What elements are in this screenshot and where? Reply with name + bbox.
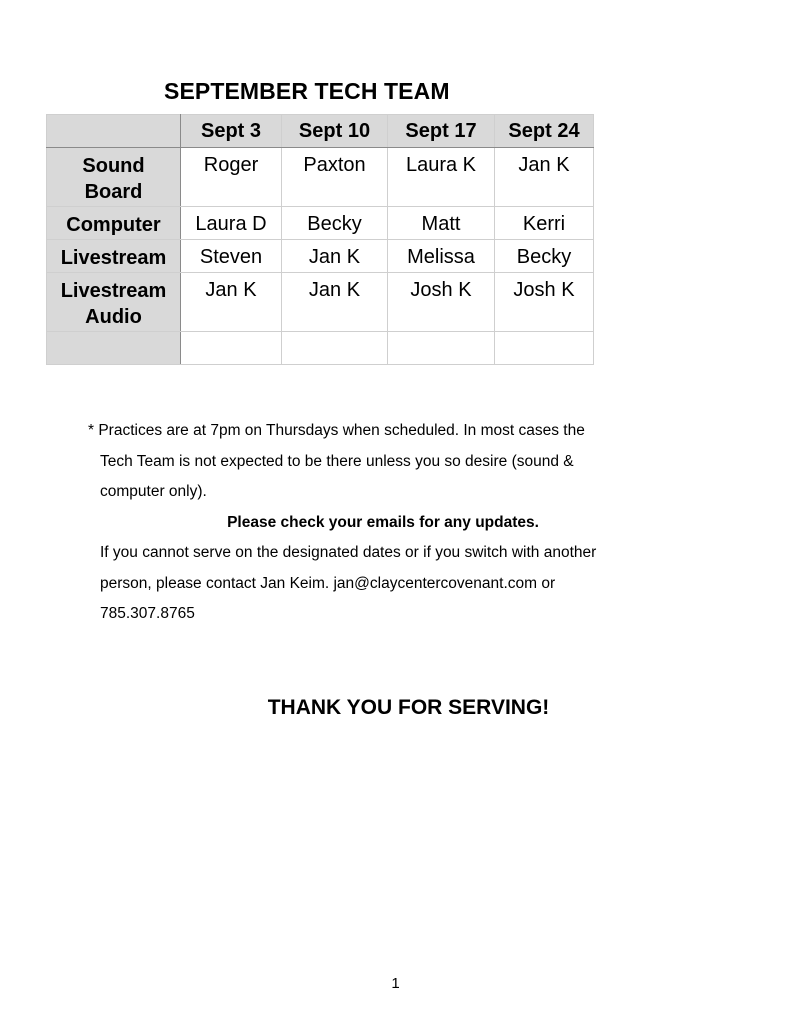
page-title: SEPTEMBER TECH TEAM xyxy=(164,78,450,104)
schedule-cell: Paxton xyxy=(282,148,388,207)
note-line-contact: If you cannot serve on the designated dates or if you switch with another xyxy=(100,544,597,561)
schedule-cell-empty xyxy=(181,332,282,365)
table-header-row xyxy=(47,115,594,148)
row-header-sound-board xyxy=(47,148,181,207)
page-number: 1 xyxy=(391,975,400,992)
schedule-cell-empty xyxy=(495,332,594,365)
schedule-cell-empty xyxy=(388,332,495,365)
column-header-sept-24: Sept 24 xyxy=(495,115,594,148)
schedule-cell: Jan K xyxy=(282,240,388,273)
schedule-cell: Kerri xyxy=(495,207,594,240)
table-row-empty xyxy=(47,332,594,365)
schedule-cell: Josh K xyxy=(388,273,495,332)
row-header-empty xyxy=(47,332,181,365)
table-row xyxy=(47,207,594,240)
schedule-cell: Melissa xyxy=(388,240,495,273)
notes-section xyxy=(88,416,688,630)
note-line: Tech Team is not expected to be there unless you so desire (sound & xyxy=(100,452,574,470)
schedule-cell: Laura K xyxy=(388,148,495,207)
note-line-practices: * Practices are at 7pm on Thursdays when scheduled. In most cases the xyxy=(88,422,585,439)
table-row xyxy=(47,273,594,332)
table-row xyxy=(47,148,594,207)
note-line-phone: 785.307.8765 xyxy=(100,605,195,622)
row-header-line: Sound xyxy=(82,155,145,177)
schedule-cell: Becky xyxy=(495,240,594,273)
schedule-cell: Jan K xyxy=(495,148,594,207)
note-line: person, please contact Jan Keim. jan@claycentercovenant.com or xyxy=(100,574,556,592)
schedule-cell: Jan K xyxy=(181,273,282,332)
schedule-cell: Becky xyxy=(282,207,388,240)
table-corner-cell xyxy=(47,115,181,148)
schedule-table xyxy=(46,114,594,365)
column-header-sept-17: Sept 17 xyxy=(388,115,495,148)
row-header-line: Board xyxy=(84,181,143,203)
row-header-livestream-audio xyxy=(47,273,181,332)
schedule-cell: Josh K xyxy=(495,273,594,332)
row-header-line: Audio xyxy=(85,306,142,328)
column-header-sept-10: Sept 10 xyxy=(282,115,388,148)
schedule-cell: Roger xyxy=(181,148,282,207)
email-update-notice: Please check your emails for any updates. xyxy=(227,513,539,531)
row-header-computer: Computer xyxy=(47,207,181,240)
table-row xyxy=(47,240,594,273)
thank-you-heading: THANK YOU FOR SERVING! xyxy=(267,696,550,719)
schedule-cell: Laura D xyxy=(181,207,282,240)
schedule-cell: Jan K xyxy=(282,273,388,332)
row-header-line: Livestream xyxy=(60,280,167,302)
row-header-livestream: Livestream xyxy=(47,240,181,273)
schedule-cell: Matt xyxy=(388,207,495,240)
note-line: computer only). xyxy=(100,483,207,500)
schedule-cell: Steven xyxy=(181,240,282,273)
column-header-sept-3: Sept 3 xyxy=(181,115,282,148)
schedule-cell-empty xyxy=(282,332,388,365)
